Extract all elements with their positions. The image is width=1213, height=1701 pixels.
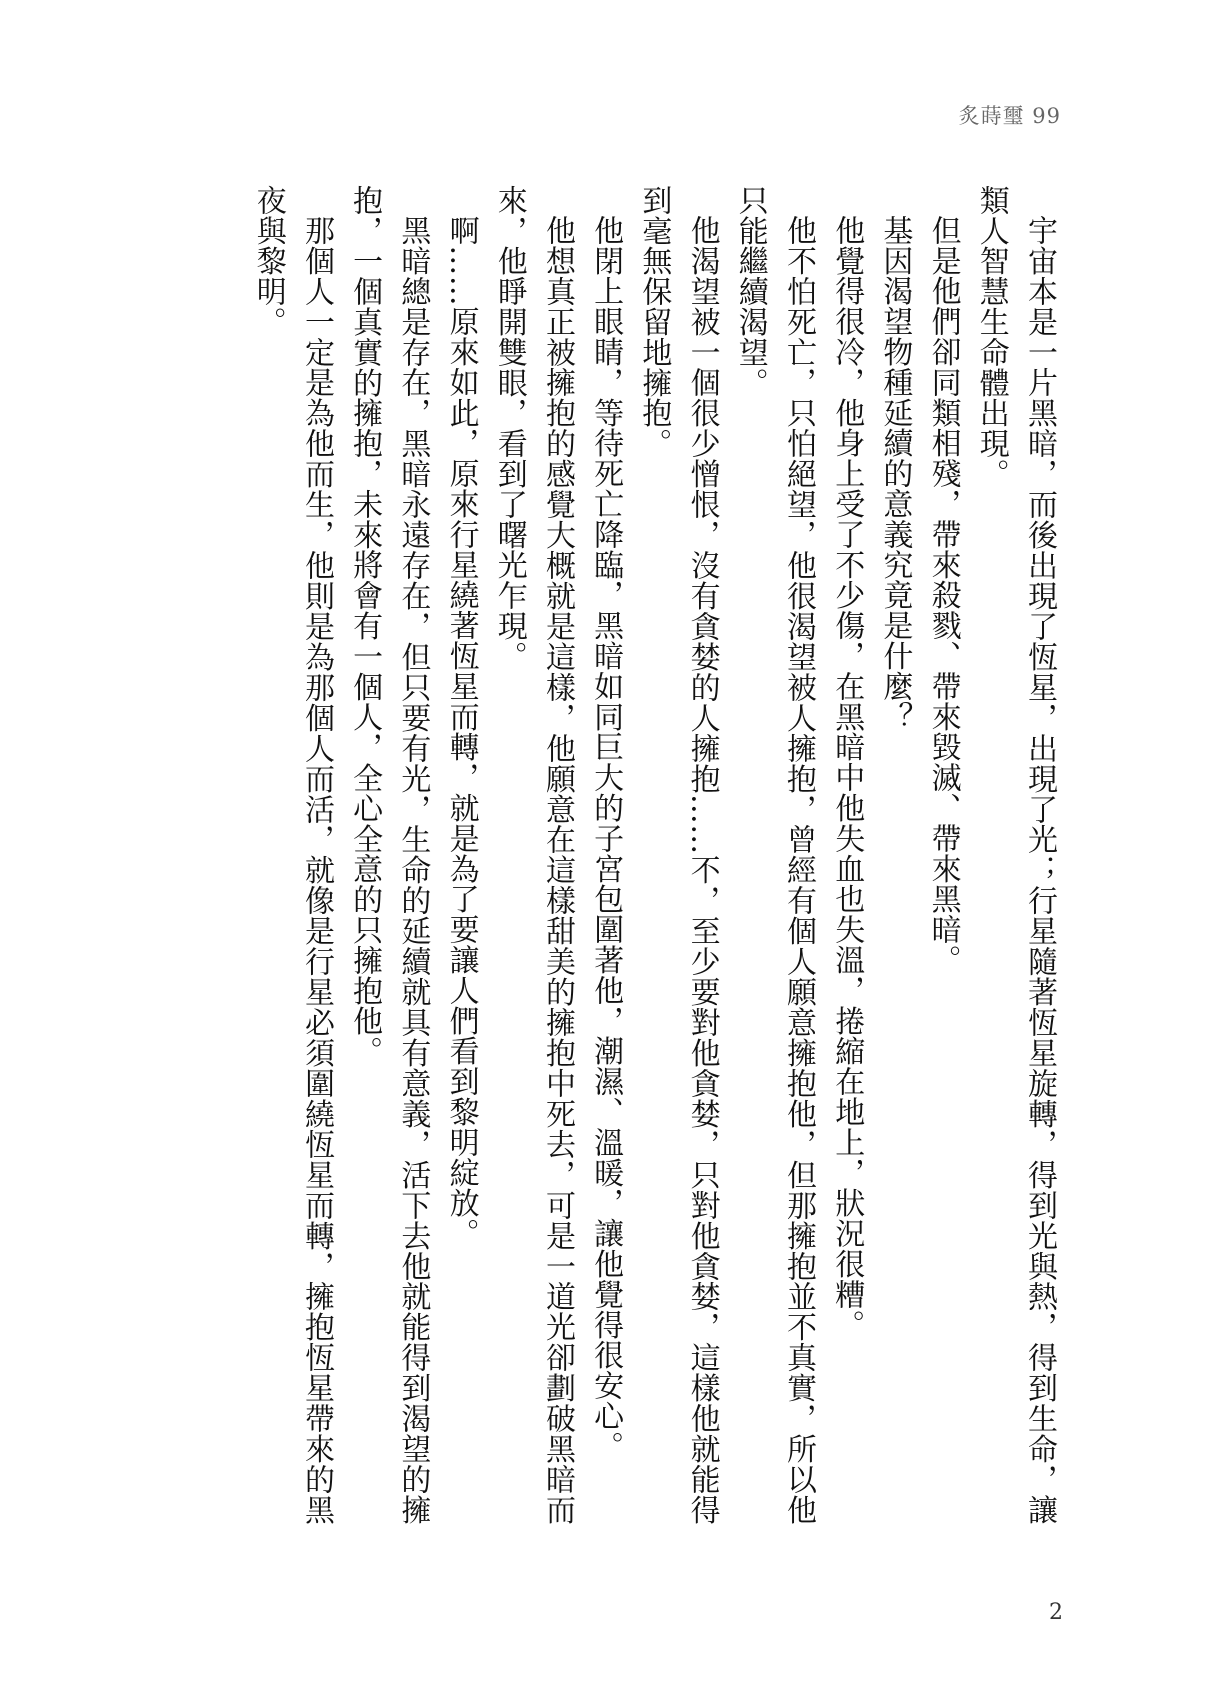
page-number: 2: [1049, 1600, 1063, 1625]
paragraph-7: 他閉上眼睛，等待死亡降臨，黑暗如同巨大的子宮包圍著他，潮濕、溫暖，讓他覺得很安心。: [588, 215, 624, 1462]
paragraph-1: 宇宙本是一片黑暗，而後出現了恆星，出現了光；行星隨著恆星旋轉，得到光與熱，得到生命，讓類人智慧生命體出現。: [973, 185, 1057, 1525]
paragraph-5: 他不怕死亡，只怕絕望，他很渴望被人擁抱，曾經有個人願意擁抱他，但那擁抱並不真實，所以他只能繼續渴望。: [732, 185, 816, 1525]
paragraph-3: 基因渴望物種延續的意義究竟是什麼？: [877, 215, 913, 732]
paragraph-4: 他覺得很冷，他身上受了不少傷，在黑暗中他失血也失溫，捲縮在地上，狀況很糟。: [829, 215, 865, 1340]
body-text: [244, 185, 1063, 1525]
paragraph-8: 他想真正被擁抱的感覺大概就是這樣，他願意在這樣甜美的擁抱中死去，可是一道光卻劃破黑暗而來，他睜開雙眼，看到了曙光乍現。: [491, 185, 575, 1525]
paragraph-2: 但是他們卻同類相殘，帶來殺戮、帶來毀滅、帶來黑暗。: [925, 215, 961, 975]
running-header: 炙蒔璽 99: [958, 104, 1061, 128]
paragraph-11: 那個人一定是為他而生，他則是為那個人而活，就像是行星必須圍繞恆星而轉，擁抱恆星帶來的黑夜與黎明。: [250, 185, 334, 1525]
paragraph-6: 他渴望被一個很少憎恨，沒有貪婪的人擁抱……不，至少要對他貪婪，只對他貪婪，這樣他就能得到毫無保留地擁抱。: [636, 185, 720, 1525]
paragraph-9: 啊……原來如此，原來行星繞著恆星而轉，就是為了要讓人們看到黎明綻放。: [443, 215, 479, 1249]
paragraph-10: 黑暗總是存在，黑暗永遠存在，但只要有光，生命的延續就具有意義，活下去他就能得到渴望的擁抱，一個真實的擁抱，未來將會有一個人，全心全意的只擁抱他。: [347, 185, 431, 1525]
